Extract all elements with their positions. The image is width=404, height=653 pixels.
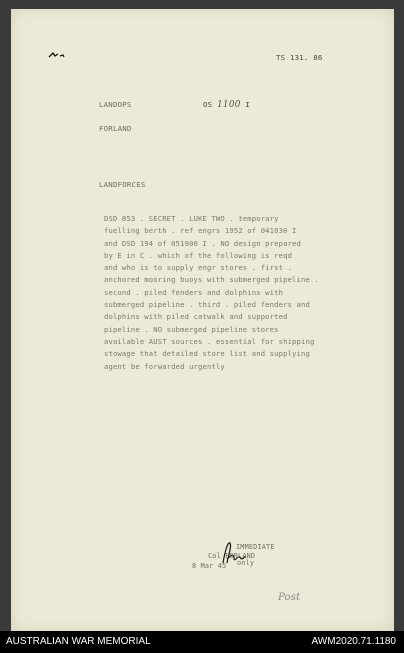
originator: Col FORLAND bbox=[208, 552, 256, 560]
to-line: LANDOPS bbox=[99, 100, 132, 109]
only-note: only bbox=[237, 559, 255, 567]
body-line: by E in C . which of the following is reqd bbox=[104, 250, 293, 260]
body-line: available AUST sources . essential for shipping bbox=[104, 336, 315, 346]
time-group-suffix: I bbox=[245, 100, 250, 109]
date: 8 Mar 45 bbox=[192, 562, 227, 570]
body-line: and who is to supply engr stores . first . bbox=[104, 263, 293, 273]
body-line: pipeline . NO submerged pipeline stores bbox=[104, 324, 279, 334]
body-line: submerged pipeline . third . piled fenders and bbox=[104, 300, 310, 310]
archive-footer bbox=[0, 631, 404, 653]
time-group bbox=[203, 99, 250, 111]
footer-accession-number: AWM2020.71.1180 bbox=[311, 636, 396, 647]
footer-institution: AUSTRALIAN WAR MEMORIAL bbox=[6, 636, 151, 647]
addressee: LANDFORCES bbox=[99, 180, 146, 189]
precedence: IMMEDIATE bbox=[236, 543, 275, 551]
body-line: dolphins with piled catwalk and supported bbox=[104, 312, 288, 322]
body-line: stowage that detailed store list and supplying bbox=[104, 349, 310, 359]
document-sheet bbox=[11, 9, 394, 631]
body-line: anchored mooring buoys with submerged pipeline . bbox=[104, 275, 319, 285]
from-line: FORLAND bbox=[99, 124, 132, 133]
time-group-typed: OS bbox=[203, 100, 213, 109]
body-line: second . piled fenders and dolphins with bbox=[104, 287, 284, 297]
time-group-handwritten: 1100 bbox=[216, 100, 241, 110]
body-line: DSD 853 . SECRET . LUKE TWO . temporary bbox=[104, 214, 279, 223]
message-body bbox=[104, 213, 362, 373]
handwritten-note: Post bbox=[278, 592, 301, 603]
body-line: and DSD 194 of 051900 I . NO design prepared bbox=[104, 238, 301, 248]
reference-number: TS 131. 86 bbox=[276, 53, 323, 62]
handwritten-mark bbox=[47, 51, 67, 59]
body-line: fuelling berth . ref engrs 1952 of 041030 I bbox=[104, 226, 297, 236]
body-line: agent be forwarded urgently bbox=[104, 361, 225, 371]
